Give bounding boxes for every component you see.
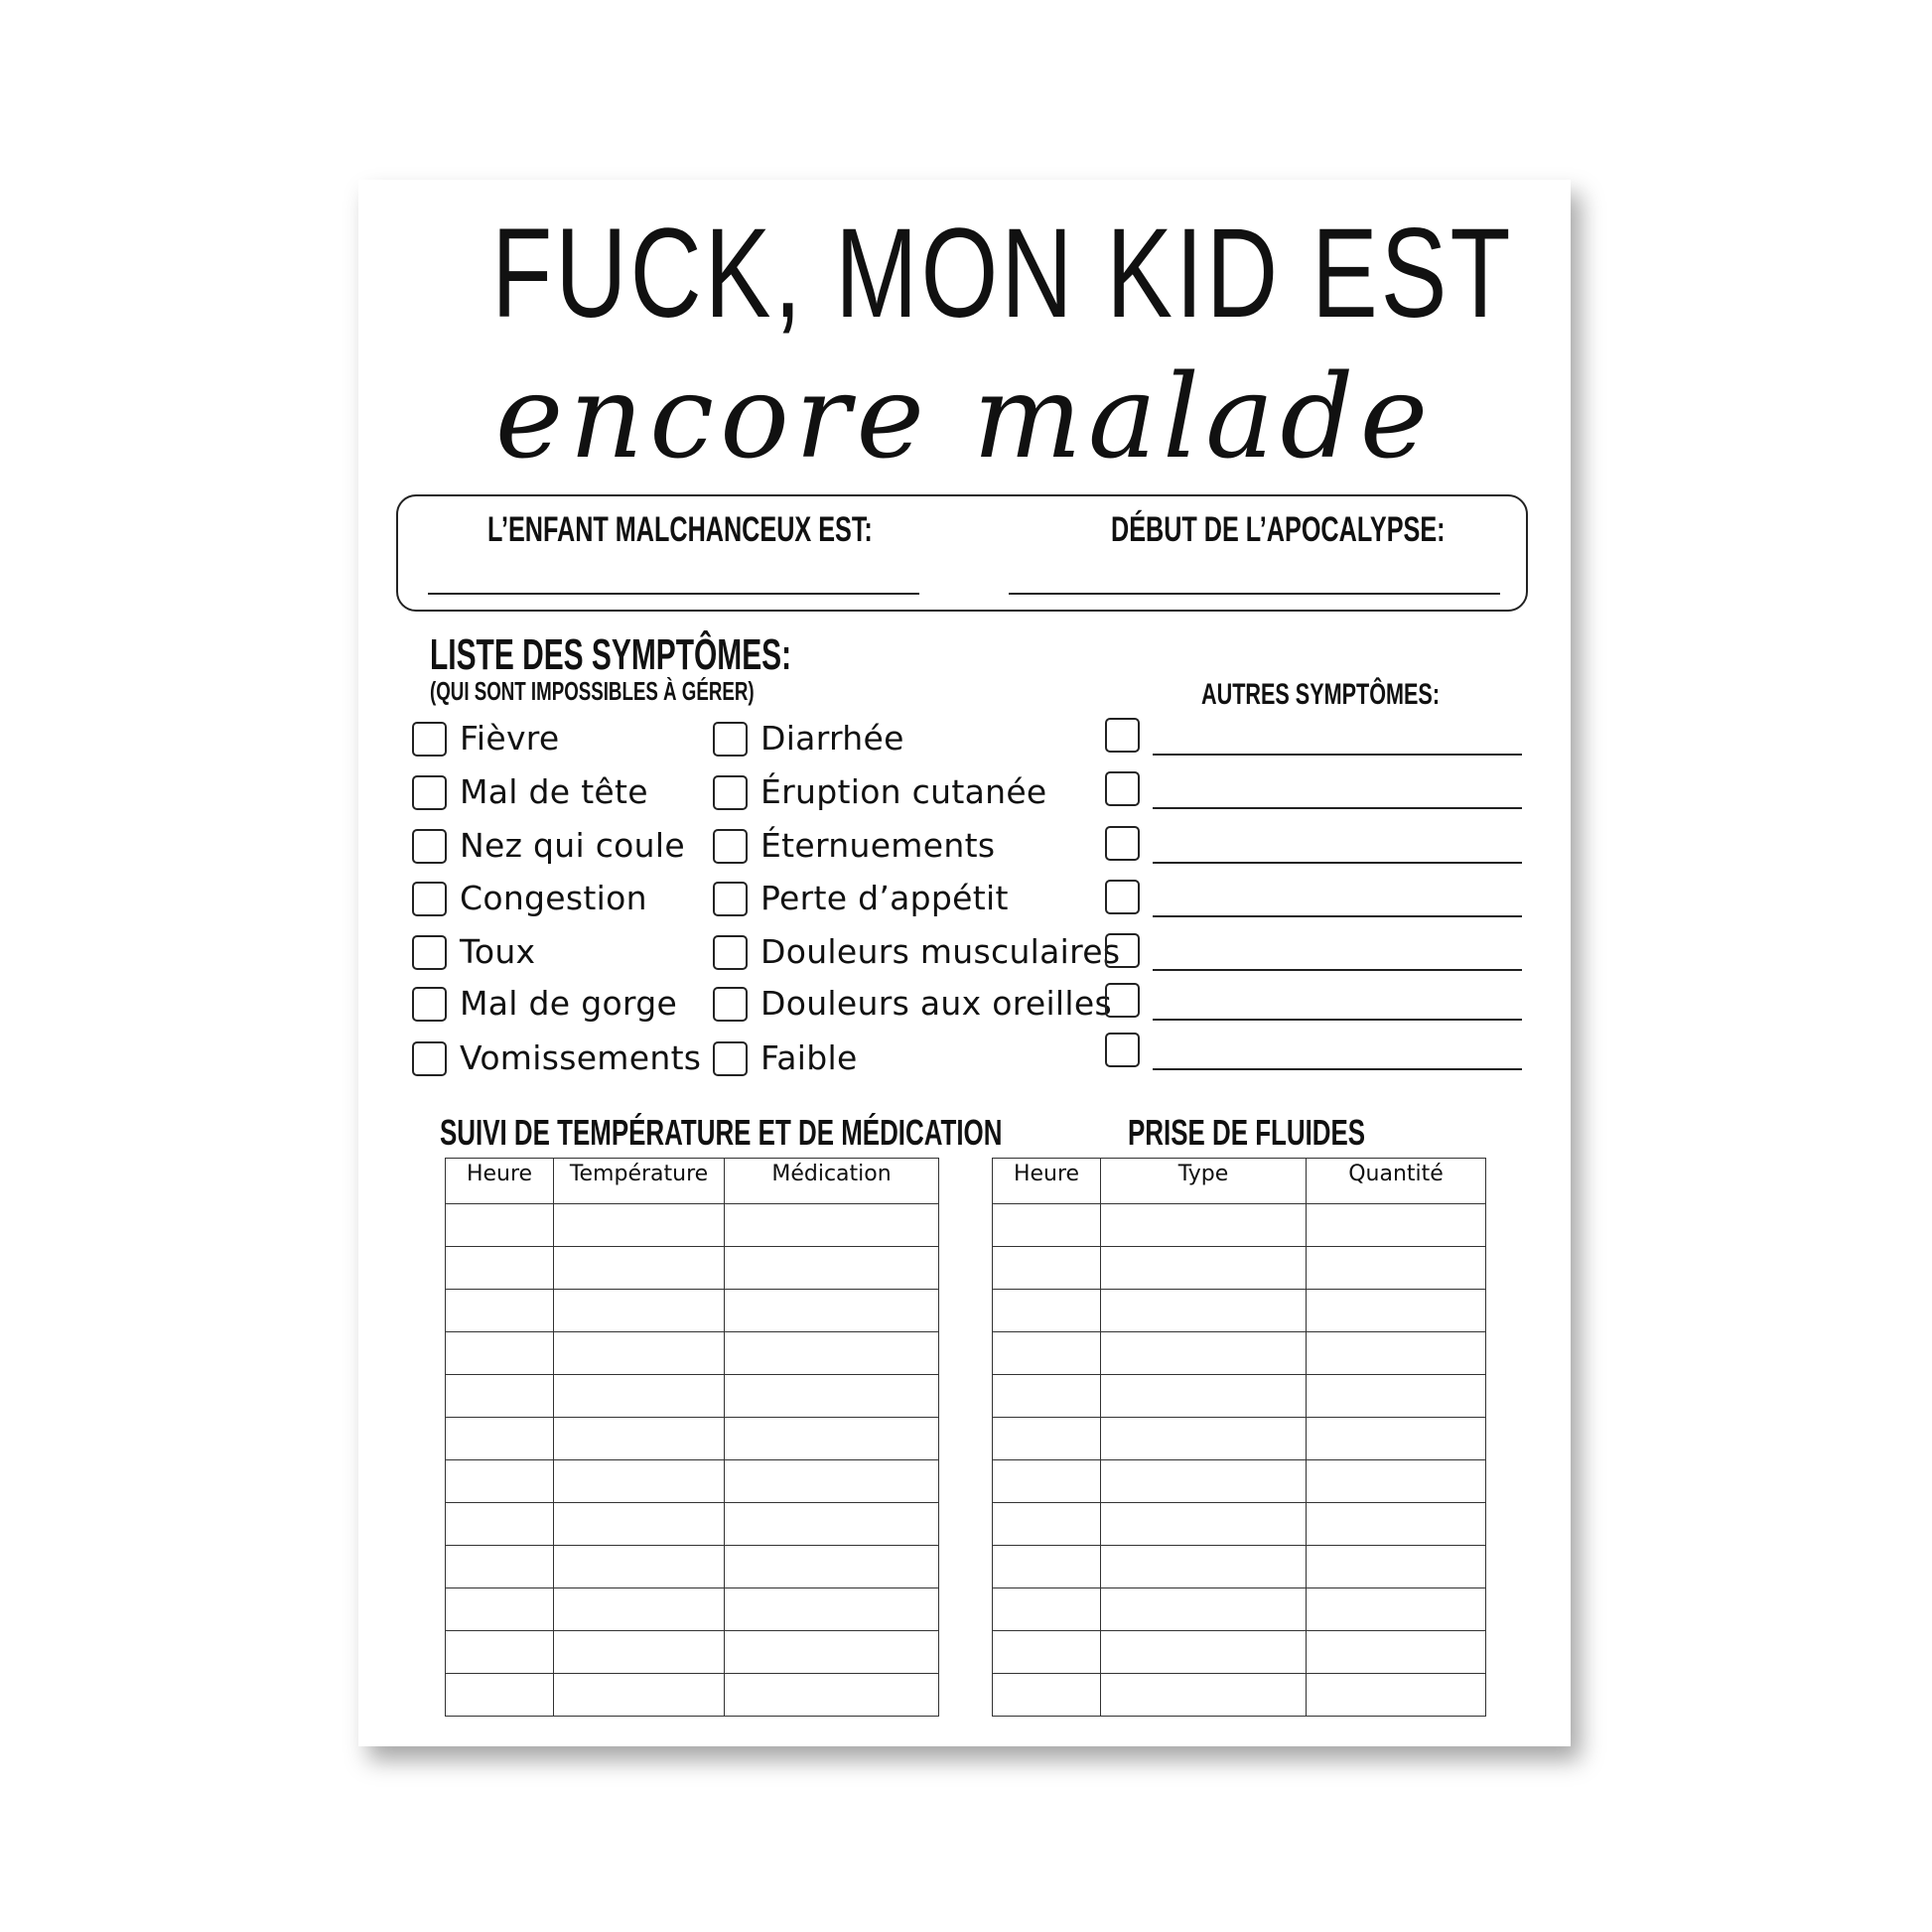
- table-cell[interactable]: [993, 1674, 1101, 1717]
- table-cell[interactable]: [1307, 1290, 1486, 1332]
- other-symptom-row[interactable]: [1105, 981, 1522, 1021]
- symptom-label: Nez qui coule: [460, 826, 685, 865]
- table-cell[interactable]: [1307, 1460, 1486, 1503]
- symptom-item[interactable]: [412, 770, 648, 814]
- table-row: [993, 1631, 1486, 1674]
- table-cell[interactable]: [1101, 1546, 1307, 1588]
- table-cell[interactable]: [554, 1546, 725, 1588]
- table-row: [446, 1375, 939, 1418]
- table-cell[interactable]: [446, 1375, 554, 1418]
- table-cell[interactable]: [725, 1503, 939, 1546]
- table-cell[interactable]: [1101, 1247, 1307, 1290]
- table-cell[interactable]: [993, 1290, 1101, 1332]
- symptom-label: Toux: [460, 932, 536, 971]
- fluid-header-quantite: Quantité: [1307, 1159, 1486, 1204]
- table-cell[interactable]: [993, 1588, 1101, 1631]
- other-symptom-line[interactable]: [1153, 862, 1522, 864]
- symptom-label: Faible: [760, 1038, 858, 1077]
- symptom-item[interactable]: [713, 770, 1047, 814]
- other-symptom-line[interactable]: [1153, 915, 1522, 917]
- table-cell[interactable]: [446, 1631, 554, 1674]
- other-symptom-row[interactable]: [1105, 769, 1522, 809]
- table-cell[interactable]: [993, 1631, 1101, 1674]
- symptom-label: Mal de gorge: [460, 984, 678, 1023]
- table-cell[interactable]: [554, 1332, 725, 1375]
- table-cell[interactable]: [725, 1546, 939, 1588]
- other-symptom-checkbox[interactable]: [1105, 718, 1140, 753]
- table-cell[interactable]: [1101, 1460, 1307, 1503]
- table-cell[interactable]: [725, 1418, 939, 1460]
- symptom-checkbox[interactable]: [713, 829, 748, 864]
- table-cell[interactable]: [554, 1503, 725, 1546]
- table-cell[interactable]: [554, 1418, 725, 1460]
- table-cell[interactable]: [446, 1588, 554, 1631]
- table-cell[interactable]: [993, 1204, 1101, 1247]
- table-cell[interactable]: [1307, 1375, 1486, 1418]
- symptom-checkbox[interactable]: [412, 882, 447, 916]
- table-cell[interactable]: [554, 1204, 725, 1247]
- other-symptom-checkbox[interactable]: [1105, 880, 1140, 914]
- other-symptoms-heading: AUTRES SYMPTÔMES:: [1201, 678, 1441, 711]
- table-cell[interactable]: [446, 1247, 554, 1290]
- table-row: [446, 1674, 939, 1717]
- table-cell[interactable]: [1307, 1247, 1486, 1290]
- table-row: [446, 1247, 939, 1290]
- symptom-item[interactable]: [713, 824, 995, 868]
- table-cell[interactable]: [446, 1503, 554, 1546]
- symptoms-heading: LISTE DES SYMPTÔMES:: [430, 630, 792, 679]
- other-symptom-row[interactable]: [1105, 878, 1522, 917]
- table-cell[interactable]: [993, 1375, 1101, 1418]
- table-cell[interactable]: [1307, 1588, 1486, 1631]
- start-date-line[interactable]: [1009, 593, 1500, 595]
- symptom-checkbox[interactable]: [412, 1041, 447, 1076]
- table-cell[interactable]: [725, 1375, 939, 1418]
- temp-table: [445, 1158, 939, 1717]
- other-symptom-line[interactable]: [1153, 807, 1522, 809]
- child-name-line[interactable]: [428, 593, 919, 595]
- table-cell[interactable]: [1101, 1631, 1307, 1674]
- table-row: [446, 1418, 939, 1460]
- table-cell[interactable]: [554, 1631, 725, 1674]
- table-cell[interactable]: [554, 1375, 725, 1418]
- table-row: [993, 1460, 1486, 1503]
- table-cell[interactable]: [725, 1204, 939, 1247]
- symptom-item[interactable]: [412, 982, 677, 1026]
- symptom-item[interactable]: [412, 717, 560, 760]
- table-row: [446, 1503, 939, 1546]
- fluid-table-title: PRISE DE FLUIDES: [1128, 1112, 1366, 1153]
- table-cell[interactable]: [993, 1460, 1101, 1503]
- symptom-label: Douleurs musculaires: [760, 932, 1121, 971]
- start-label: DÉBUT DE L’APOCALYPSE:: [1111, 510, 1446, 549]
- table-row: [446, 1204, 939, 1247]
- table-cell[interactable]: [1101, 1332, 1307, 1375]
- table-row: [993, 1247, 1486, 1290]
- table-row: [446, 1631, 939, 1674]
- table-cell[interactable]: [1307, 1631, 1486, 1674]
- table-cell[interactable]: [446, 1674, 554, 1717]
- child-label: L’ENFANT MALCHANCEUX EST:: [487, 510, 873, 549]
- symptom-checkbox[interactable]: [713, 987, 748, 1022]
- table-cell[interactable]: [725, 1631, 939, 1674]
- other-symptom-checkbox[interactable]: [1105, 983, 1140, 1018]
- symptom-label: Diarrhée: [760, 719, 904, 758]
- table-row: [446, 1588, 939, 1631]
- symptom-checkbox[interactable]: [713, 1041, 748, 1076]
- table-cell[interactable]: [554, 1247, 725, 1290]
- table-cell[interactable]: [1307, 1503, 1486, 1546]
- table-row: [446, 1546, 939, 1588]
- symptom-item[interactable]: [412, 1036, 701, 1080]
- table-row: [993, 1418, 1486, 1460]
- table-cell[interactable]: [993, 1247, 1101, 1290]
- table-row: [446, 1460, 939, 1503]
- symptom-label: Congestion: [460, 879, 647, 917]
- symptom-item[interactable]: [412, 877, 647, 920]
- other-symptom-line[interactable]: [1153, 1068, 1522, 1070]
- table-cell[interactable]: [446, 1204, 554, 1247]
- other-symptom-checkbox[interactable]: [1105, 826, 1140, 861]
- symptom-checkbox[interactable]: [713, 775, 748, 810]
- symptom-label: Douleurs aux oreilles: [760, 984, 1112, 1023]
- other-symptom-line[interactable]: [1153, 969, 1522, 971]
- table-cell[interactable]: [1101, 1290, 1307, 1332]
- table-cell[interactable]: [1307, 1546, 1486, 1588]
- table-cell[interactable]: [554, 1290, 725, 1332]
- symptom-checkbox[interactable]: [412, 775, 447, 810]
- fluid-header-heure: Heure: [993, 1159, 1101, 1204]
- symptom-checkbox[interactable]: [412, 987, 447, 1022]
- table-cell[interactable]: [1101, 1375, 1307, 1418]
- symptom-checkbox[interactable]: [412, 829, 447, 864]
- temp-header-heure: Heure: [446, 1159, 554, 1204]
- table-row: [993, 1503, 1486, 1546]
- symptom-item[interactable]: [713, 877, 1009, 920]
- title-script: encore malade: [494, 350, 1435, 484]
- symptom-item[interactable]: [412, 824, 685, 868]
- symptom-label: Éternuements: [760, 826, 996, 865]
- symptom-checkbox[interactable]: [713, 722, 748, 757]
- temp-header-medication: Médication: [725, 1159, 939, 1204]
- table-cell[interactable]: [1307, 1418, 1486, 1460]
- table-cell[interactable]: [993, 1546, 1101, 1588]
- table-cell[interactable]: [725, 1460, 939, 1503]
- table-cell[interactable]: [446, 1290, 554, 1332]
- symptom-checkbox[interactable]: [412, 722, 447, 757]
- table-cell[interactable]: [446, 1332, 554, 1375]
- table-cell[interactable]: [1101, 1674, 1307, 1717]
- table-cell[interactable]: [446, 1418, 554, 1460]
- symptom-checkbox[interactable]: [713, 935, 748, 970]
- table-row: [993, 1290, 1486, 1332]
- other-symptom-row[interactable]: [1105, 716, 1522, 756]
- table-cell[interactable]: [1101, 1588, 1307, 1631]
- other-symptom-row[interactable]: [1105, 824, 1522, 864]
- table-cell[interactable]: [554, 1460, 725, 1503]
- table-row: [993, 1674, 1486, 1717]
- table-cell[interactable]: [993, 1418, 1101, 1460]
- other-symptom-row[interactable]: [1105, 931, 1522, 971]
- table-row: [446, 1290, 939, 1332]
- table-cell[interactable]: [1101, 1418, 1307, 1460]
- table-cell[interactable]: [725, 1290, 939, 1332]
- worksheet-page: [358, 180, 1571, 1746]
- table-row: [993, 1546, 1486, 1588]
- symptoms-subheading: (QUI SONT IMPOSSIBLES À GÉRER): [430, 676, 755, 706]
- table-row: [993, 1332, 1486, 1375]
- info-box: [396, 494, 1528, 612]
- symptom-checkbox[interactable]: [412, 935, 447, 970]
- symptom-label: Éruption cutanée: [760, 772, 1047, 811]
- table-cell[interactable]: [1101, 1503, 1307, 1546]
- temp-header-temperature: Température: [554, 1159, 725, 1204]
- symptom-label: Vomissements: [460, 1038, 702, 1077]
- table-cell[interactable]: [725, 1588, 939, 1631]
- other-symptom-line[interactable]: [1153, 1019, 1522, 1021]
- temp-table-title: SUIVI DE TEMPÉRATURE ET DE MÉDICATION: [440, 1112, 1003, 1153]
- table-cell[interactable]: [1307, 1204, 1486, 1247]
- symptom-item[interactable]: [713, 1036, 858, 1080]
- fluid-header-type: Type: [1101, 1159, 1307, 1204]
- other-symptom-row[interactable]: [1105, 1031, 1522, 1070]
- table-cell[interactable]: [993, 1332, 1101, 1375]
- table-row: [993, 1588, 1486, 1631]
- table-cell[interactable]: [1307, 1674, 1486, 1717]
- symptom-item[interactable]: [412, 930, 535, 974]
- other-symptom-checkbox[interactable]: [1105, 1033, 1140, 1067]
- table-cell[interactable]: [446, 1460, 554, 1503]
- table-cell[interactable]: [554, 1674, 725, 1717]
- table-row: [446, 1332, 939, 1375]
- title-main: FUCK, MON KID EST: [491, 203, 1514, 345]
- other-symptom-checkbox[interactable]: [1105, 933, 1140, 968]
- table-cell[interactable]: [1101, 1204, 1307, 1247]
- table-cell[interactable]: [1307, 1332, 1486, 1375]
- symptom-label: Mal de tête: [460, 772, 648, 811]
- symptom-item[interactable]: [713, 930, 1120, 974]
- symptom-label: Fièvre: [460, 719, 560, 758]
- table-cell[interactable]: [725, 1332, 939, 1375]
- symptom-checkbox[interactable]: [713, 882, 748, 916]
- symptom-label: Perte d’appétit: [760, 879, 1009, 917]
- other-symptom-line[interactable]: [1153, 754, 1522, 756]
- table-cell[interactable]: [725, 1247, 939, 1290]
- table-row: [993, 1204, 1486, 1247]
- symptom-item[interactable]: [713, 982, 1112, 1026]
- fluid-table: [992, 1158, 1486, 1717]
- table-cell[interactable]: [554, 1588, 725, 1631]
- table-cell[interactable]: [725, 1674, 939, 1717]
- table-cell[interactable]: [993, 1503, 1101, 1546]
- other-symptom-checkbox[interactable]: [1105, 771, 1140, 806]
- table-cell[interactable]: [446, 1546, 554, 1588]
- symptom-item[interactable]: [713, 717, 904, 760]
- table-row: [993, 1375, 1486, 1418]
